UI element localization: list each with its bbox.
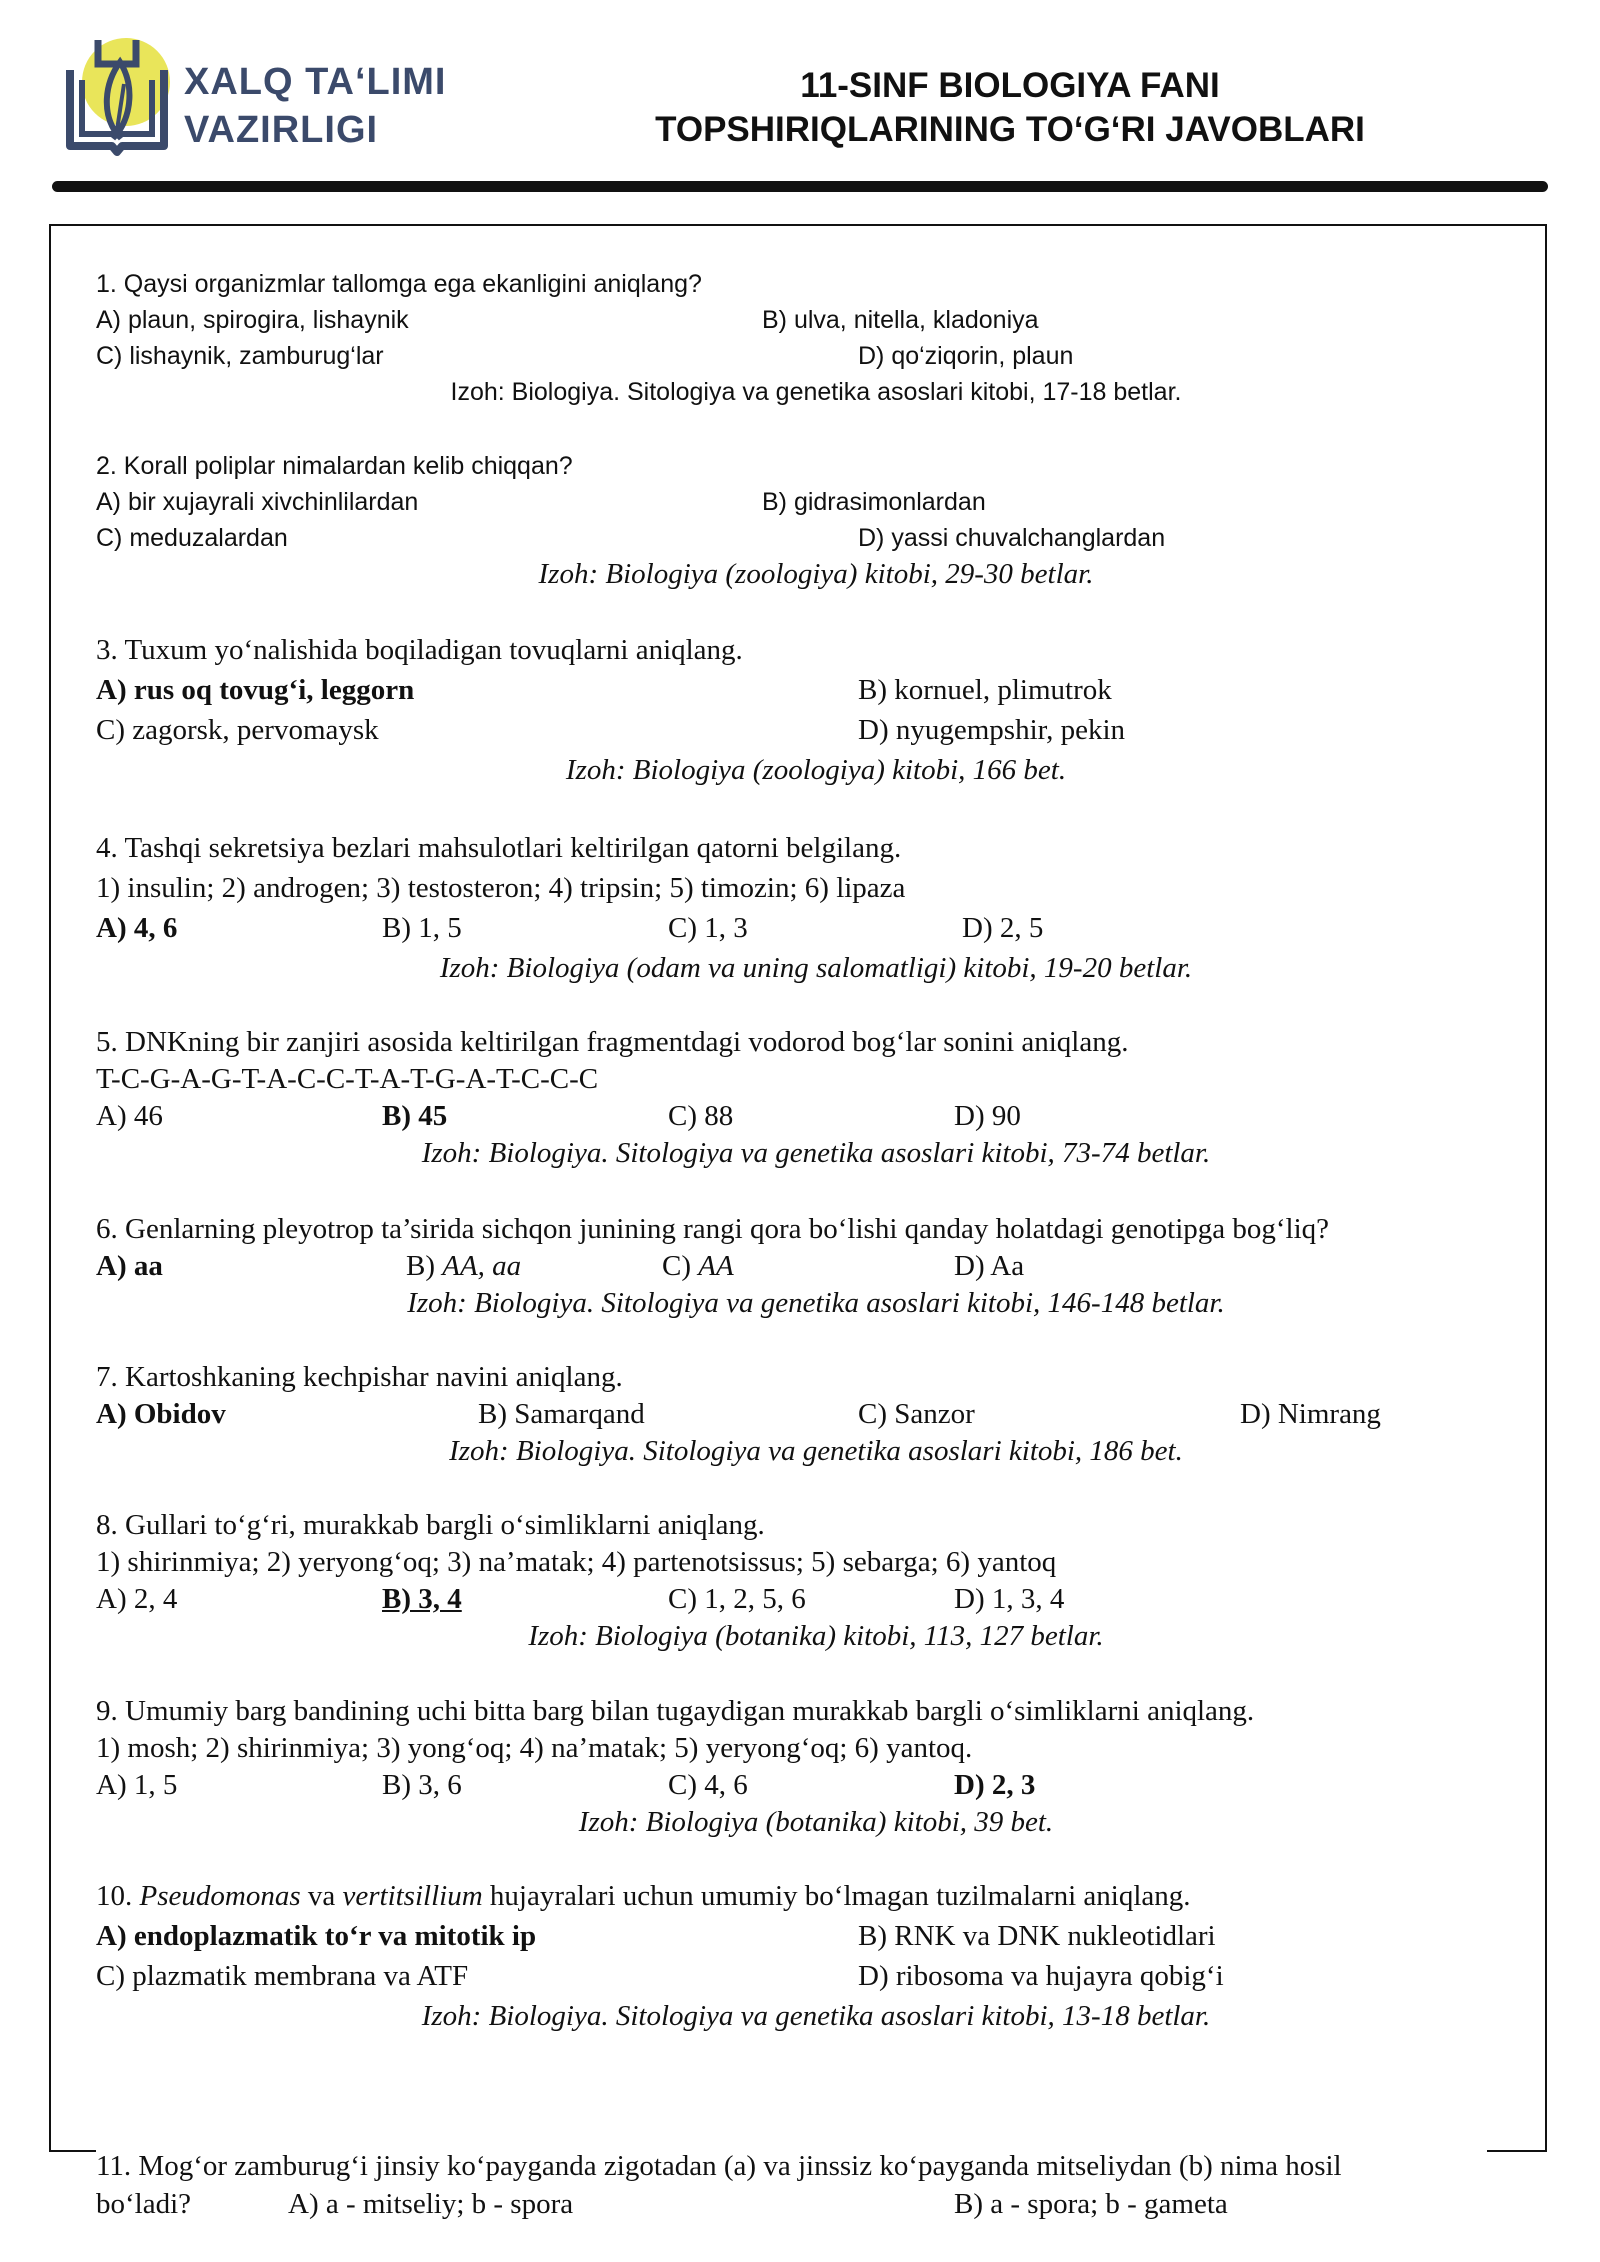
question-note: Izoh: Biologiya. Sitologiya va genetika asoslari kitobi, 186 bet. <box>449 1435 1183 1467</box>
question-note: Izoh: Biologiya. Sitologiya va genetika asoslari kitobi, 146-148 betlar. <box>407 1287 1225 1319</box>
page-title-line1: 11-SINF BIOLOGIYA FANI <box>800 66 1220 105</box>
option-c: C) 88 <box>668 1100 734 1132</box>
page-title-line2: TOPSHIRIQLARINING TO‘G‘RI JAVOBLARI <box>655 110 1365 149</box>
question-note: Izoh: Biologiya (zoologiya) kitobi, 29-30 betlar. <box>538 558 1094 590</box>
option-d-correct: D) 2, 3 <box>954 1769 1036 1801</box>
option-d: D) 90 <box>954 1100 1021 1132</box>
option-c: C) 4, 6 <box>668 1769 748 1801</box>
option-d-prefix: D) <box>954 1250 991 1282</box>
question-6 <box>96 1211 1536 1322</box>
option-d: D) ribosoma va hujayra qobig‘i <box>858 1960 1224 1992</box>
question-text: 3. Tuxum yo‘nalishida boqiladigan tovuqlarni aniqlang. <box>96 634 743 666</box>
option-a-correct <box>96 1248 163 1284</box>
option-d: D) qo‘ziqorin, plaun <box>858 342 1074 370</box>
question-10 <box>96 1878 1536 2038</box>
option-b-value: AA, aa <box>442 1250 522 1282</box>
option-b-prefix: B) <box>406 1250 443 1282</box>
option-a: A) 1, 5 <box>96 1769 178 1801</box>
option-b: B) ulva, nitella, kladoniya <box>762 306 1039 334</box>
option-d-value: Aa <box>990 1250 1025 1282</box>
option-c: C) meduzalardan <box>96 524 288 552</box>
question-9 <box>96 1693 1536 1841</box>
option-a: A) plaun, spirogira, lishaynik <box>96 306 409 334</box>
option-c <box>662 1248 734 1284</box>
option-b: B) kornuel, plimutrok <box>858 674 1112 706</box>
question-text: 9. Umumiy barg bandining uchi bitta barg bilan tugaydigan murakkab bargli o‘simliklarni aniqlang. <box>96 1695 1255 1727</box>
option-b: B) Samarqand <box>478 1398 645 1430</box>
question-text: 8. Gullari to‘g‘ri, murakkab bargli o‘simliklarni aniqlang. <box>96 1509 765 1541</box>
question-note: Izoh: Biologiya (botanika) kitobi, 113, 127 betlar. <box>528 1620 1104 1652</box>
text-part: 10. <box>96 1880 140 1912</box>
question-sub: 1) shirinmiya; 2) yeryong‘oq; 3) na’matak; 4) partenotsissus; 5) sebarga; 6) yantoq <box>96 1546 1057 1578</box>
option-d: D) Nimrang <box>1240 1398 1381 1430</box>
option-b: B) RNK va DNK nukleotidlari <box>858 1920 1216 1952</box>
option-b: B) 3, 6 <box>382 1769 462 1801</box>
text-part: va <box>300 1880 343 1912</box>
option-c: C) zagorsk, pervomaysk <box>96 714 379 746</box>
option-d: D) 2, 5 <box>962 912 1044 944</box>
option-c-value: AA <box>698 1250 734 1282</box>
option-a: A) a - mitseliy; b - spora <box>288 2188 574 2220</box>
question-8 <box>96 1507 1536 1655</box>
option-a: A) bir xujayrali xivchinlilardan <box>96 488 419 516</box>
option-c: C) lishaynik, zamburug‘lar <box>96 342 384 370</box>
question-text <box>96 1880 1191 1912</box>
option-c: C) 1, 3 <box>668 912 748 944</box>
option-b: B) a - spora; b - gameta <box>954 2188 1228 2220</box>
logo-text <box>184 58 447 154</box>
question-sub: T-C-G-A-G-T-A-C-C-T-A-T-G-A-T-C-C-C <box>96 1063 599 1095</box>
question-note: Izoh: Biologiya (zoologiya) kitobi, 166 bet. <box>565 754 1067 786</box>
option-c: C) 1, 2, 5, 6 <box>668 1583 806 1615</box>
question-1 <box>96 266 1536 410</box>
frame-bottom-left <box>49 2150 96 2152</box>
logo-text-line1: XALQ TAʻLIMI <box>184 61 447 103</box>
option-a-prefix: A) <box>96 1250 134 1282</box>
question-note: Izoh: Biologiya. Sitologiya va genetika asoslari kitobi, 73-74 betlar. <box>421 1137 1211 1169</box>
option-b: B) 1, 5 <box>382 912 462 944</box>
option-a-correct: A) rus oq tovug‘i, leggorn <box>96 674 415 706</box>
question-text: 7. Kartoshkaning kechpishar navini aniqlang. <box>96 1361 623 1393</box>
option-a: A) 46 <box>96 1100 163 1132</box>
text-part-italic: vertitsillium <box>342 1880 483 1912</box>
option-d: D) 1, 3, 4 <box>954 1583 1065 1615</box>
option-b <box>406 1248 521 1284</box>
question-text: 1. Qaysi organizmlar tallomga ega ekanligini aniqlang? <box>96 270 702 298</box>
option-a: A) 2, 4 <box>96 1583 178 1615</box>
question-note: Izoh: Biologiya. Sitologiya va genetika asoslari kitobi, 17-18 betlar. <box>450 378 1182 406</box>
question-text: 2. Korall poliplar nimalardan kelib chiqqan? <box>96 452 573 480</box>
option-d: D) nyugempshir, pekin <box>858 714 1126 746</box>
question-sub: 1) mosh; 2) shirinmiya; 3) yong‘oq; 4) na’matak; 5) yeryong‘oq; 6) yantoq. <box>96 1732 973 1764</box>
question-5 <box>96 1024 1536 1172</box>
page-title <box>600 64 1420 152</box>
question-sub: 1) insulin; 2) androgen; 3) testosteron; 4) tripsin; 5) timozin; 6) lipaza <box>96 872 906 904</box>
text-part: hujayralari uchun umumiy bo‘lmagan tuzilmalarni aniqlang. <box>482 1880 1191 1912</box>
option-a-value: aa <box>133 1250 163 1282</box>
option-b: B) gidrasimonlardan <box>762 488 986 516</box>
option-c: C) plazmatik membrana va ATF <box>96 1960 469 1992</box>
option-b-correct: B) 45 <box>382 1100 448 1132</box>
question-2 <box>96 448 1536 592</box>
question-3 <box>96 632 1536 792</box>
question-note: Izoh: Biologiya. Sitologiya va genetika asoslari kitobi, 13-18 betlar. <box>421 2000 1211 2032</box>
header-divider <box>52 181 1548 192</box>
text-part-italic: Pseudomonas <box>139 1880 301 1912</box>
question-note: Izoh: Biologiya (botanika) kitobi, 39 bet. <box>578 1806 1054 1838</box>
option-c-prefix: C) <box>662 1250 699 1282</box>
question-note: Izoh: Biologiya (odam va uning salomatligi) kitobi, 19-20 betlar. <box>439 952 1193 984</box>
ministry-logo-icon <box>62 34 172 158</box>
option-c: C) Sanzor <box>858 1398 975 1430</box>
question-text: 11. Mog‘or zamburug‘i jinsiy ko‘payganda zigotadan (a) va jinssiz ko‘payganda mitseliydan (b) nima hosil <box>96 2150 1342 2182</box>
option-a-correct: A) endoplazmatik to‘r va mitotik ip <box>96 1920 537 1952</box>
question-text: 6. Genlarning pleyotrop ta’sirida sichqon junining rangi qora bo‘lishi qanday holatdagi genotipga bog‘liq? <box>96 1213 1330 1245</box>
option-a-correct: A) 4, 6 <box>96 912 178 944</box>
option-b-correct: B) 3, 4 <box>382 1583 462 1615</box>
logo-text-line2: VAZIRLIGI <box>184 109 379 151</box>
question-text: 4. Tashqi sekretsiya bezlari mahsulotlari keltirilgan qatorni belgilang. <box>96 832 902 864</box>
question-7 <box>96 1359 1536 1470</box>
question-4 <box>96 830 1536 990</box>
question-text-cont: bo‘ladi? <box>96 2188 192 2220</box>
question-text: 5. DNKning bir zanjiri asosida keltirilgan fragmentdagi vodorod bog‘lar sonini aniqlang. <box>96 1026 1129 1058</box>
option-a-correct: A) Obidov <box>96 1398 226 1430</box>
option-d: D) yassi chuvalchanglardan <box>858 524 1166 552</box>
option-d <box>954 1248 1024 1284</box>
question-11 <box>96 2148 1536 2224</box>
